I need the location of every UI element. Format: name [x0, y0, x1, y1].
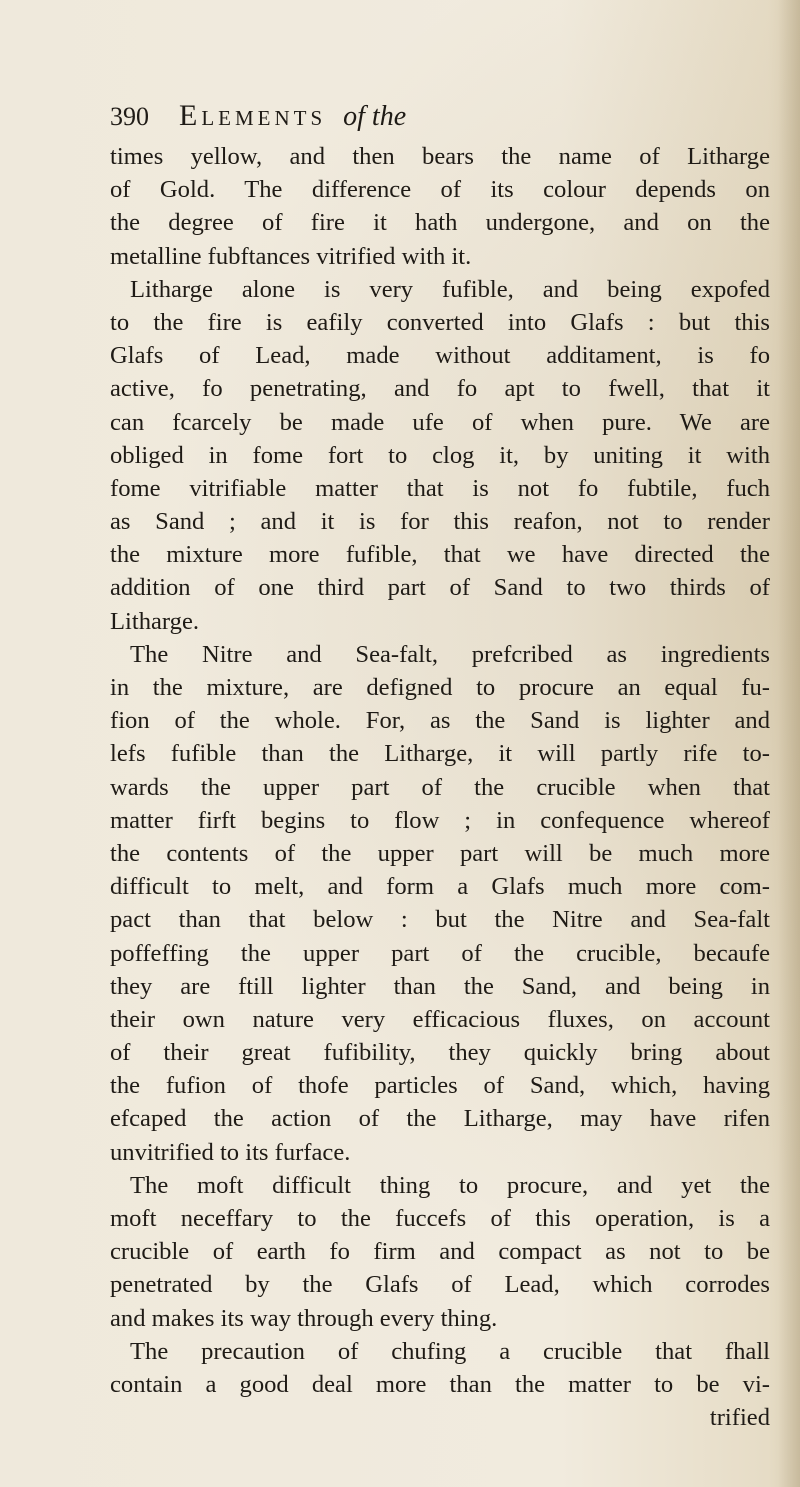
text-line: and makes its way through every thing. — [110, 1304, 498, 1332]
page-header — [110, 96, 730, 136]
text-line: efcaped the action of the Litharge, may have rifen — [110, 1105, 770, 1133]
text-line: wards the upper part of the crucible when that — [110, 773, 770, 801]
text-line: The Nitre and Sea-falt, prefcribed as ingredients — [130, 640, 770, 668]
text-line: moft neceffary to the fuccefs of this operation, is a — [110, 1205, 770, 1232]
text-line: times yellow, and then bears the name of Litharge — [110, 143, 770, 170]
text-line: poffeffing the upper part of the crucible, becaufe — [110, 939, 770, 967]
text-line: Glafs of Lead, made without additament, is fo — [110, 342, 770, 370]
text-line: obliged in fome fort to clog it, by uniting it with — [110, 441, 770, 469]
text-line: the contents of the upper part will be much more — [110, 839, 770, 867]
text-line: of their great fufibility, they quickly bring about — [110, 1039, 770, 1067]
text-line: pact than that below : but the Nitre and Sea-falt — [110, 906, 770, 934]
page-number: 390 — [110, 102, 149, 131]
text-line: metalline fubftances vitrified with it. — [110, 242, 472, 270]
text-line: they are ftill lighter than the Sand, and being in — [110, 972, 770, 1000]
text-line: of Gold. The difference of its colour depends on — [110, 176, 770, 204]
text-line: can fcarcely be made ufe of when pure. We are — [110, 408, 770, 436]
text-line: to the fire is eafily converted into Glafs : but this — [110, 308, 770, 336]
text-line: their own nature very efficacious fluxes, on account — [110, 1005, 770, 1033]
text-line: the mixture more fufible, that we have directed the — [110, 541, 770, 569]
text-line: in the mixture, are defigned to procure an equal fu- — [110, 674, 770, 701]
text-line: Litharge alone is very fufible, and being expofed — [130, 275, 770, 303]
text-line: penetrated by the Glafs of Lead, which corrodes — [110, 1271, 770, 1299]
text-line: as Sand ; and it is for this reafon, not to render — [110, 508, 770, 536]
text-line: unvitrified to its furface. — [110, 1138, 351, 1166]
text-line: fion of the whole. For, as the Sand is lighter and — [110, 707, 770, 735]
running-head: Elements — [179, 99, 327, 132]
text-line: the degree of fire it hath undergone, and on the — [110, 209, 770, 237]
text-line: contain a good deal more than the matter to be vi- — [110, 1370, 770, 1398]
text-line: difficult to melt, and form a Glafs much more com- — [110, 873, 770, 901]
text-line: the fufion of thofe particles of Sand, which, having — [110, 1072, 770, 1100]
text-line: active, fo penetrating, and fo apt to fwell, that it — [110, 375, 770, 403]
text-line: matter firft begins to flow ; in confequence whereof — [110, 806, 770, 834]
text-line: The precaution of chufing a crucible that fhall — [130, 1337, 770, 1365]
text-line: Litharge. — [110, 607, 200, 635]
running-head-italic: of the — [343, 101, 407, 132]
text-line: addition of one third part of Sand to two thirds of — [110, 574, 770, 602]
body-text — [110, 140, 770, 1434]
page-edge-shadow — [778, 0, 800, 1487]
text-line: The moft difficult thing to procure, and yet the — [130, 1171, 770, 1199]
text-line: fome vitrifiable matter that is not fo fubtile, fuch — [110, 474, 770, 502]
text-line: lefs fufible than the Litharge, it will partly rife to- — [110, 740, 770, 768]
text-line: crucible of earth fo firm and compact as not to be — [110, 1238, 770, 1266]
text-line: trified — [709, 1404, 770, 1432]
